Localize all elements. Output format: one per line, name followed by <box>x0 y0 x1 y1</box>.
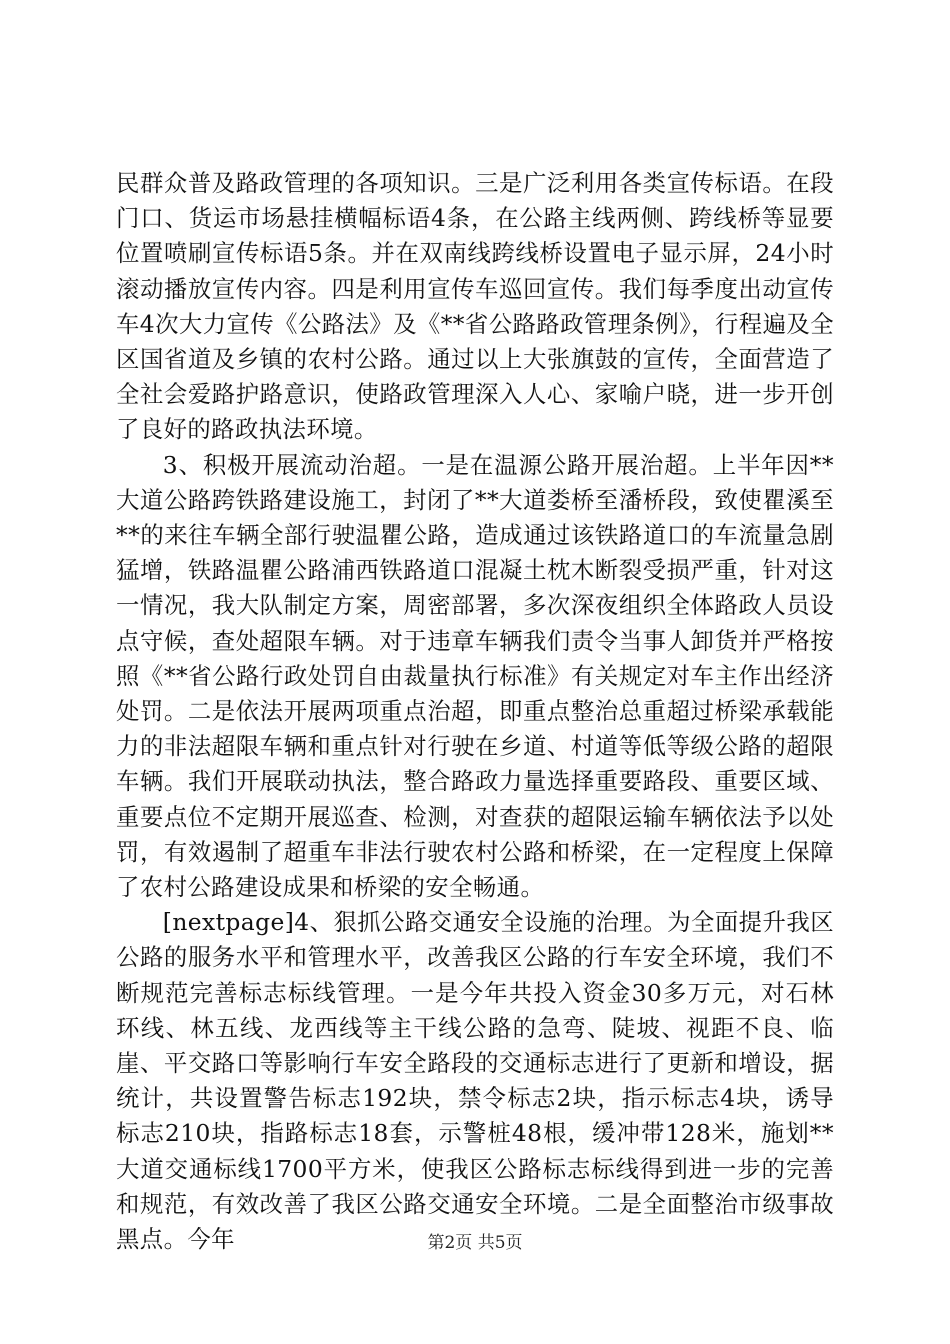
paragraph-safety-facilities: [nextpage]4、狠抓公路交通安全设施的治理。为全面提升我区公路的服务水平和管理水平，改善我区公路的行车安全环境，我们不断规范完善标志标线管理。一是今年共投入资金30多万元，对石林环线、林五线、龙西线等主干线公路的急弯、陡坡、视距不良、临崖、平交路口等影响行车安全路段的交通标志进行了更新和增设，据统计，共设置警告标志192块，禁令标志2块，指示标志4块，诱导标志210块，指路标志18套，示警桩48根，缓冲带128米，施划**大道交通标线1700平方米，使我区公路标志标线得到进一步的完善和规范，有效改善了我区公路交通安全环境。二是全面整治市级事故黑点。今年 <box>116 908 834 1254</box>
paragraph-overload-control: 3、积极开展流动治超。一是在温源公路开展治超。上半年因**大道公路跨铁路建设施工，封闭了**大道娄桥至潘桥段，致使瞿溪至**的来往车辆全部行驶温瞿公路，造成通过该铁路道口的车流量急剧猛增，铁路温瞿公路浦西铁路道口混凝土枕木断裂受损严重，针对这一情况，我大队制定方案，周密部署，多次深夜组织全体路政人员设点守候，查处超限车辆。对于违章车辆我们责令当事人卸货并严格按照《**省公路行政处罚自由裁量执行标准》有关规定对车主作出经济处罚。二是依法开展两项重点治超，即重点整治总重超过桥梁承载能力的非法超限车辆和重点针对行驶在乡道、村道等低等级公路的超限车辆。我们开展联动执法，整合路政力量选择重要路段、重要区域、重要点位不定期开展巡查、检测，对查获的超限运输车辆依法予以处罚，有效遏制了超重车非法行驶农村公路和桥梁，在一定程度上保障了农村公路建设成果和桥梁的安全畅通。 <box>116 450 834 902</box>
document-body <box>116 166 834 1257</box>
page-footer <box>0 1228 950 1253</box>
paragraph-publicity: 民群众普及路政管理的各项知识。三是广泛利用各类宣传标语。在段门口、货运市场悬挂横幅标语4条，在公路主线两侧、跨线桥等显要位置喷刷宣传标语5条。并在双南线跨线桥设置电子显示屏，24小时滚动播放宣传内容。四是利用宣传车巡回宣传。我们每季度出动宣传车4次大力宣传《公路法》及《**省公路路政管理条例》，行程遍及全区国省道及乡镇的农村公路。通过以上大张旗鼓的宣传，全面营造了全社会爱路护路意识，使路政管理深入人心、家喻户晓，进一步开创了良好的路政执法环境。 <box>116 169 834 444</box>
page-number: 第2页 共5页 <box>427 1233 523 1253</box>
